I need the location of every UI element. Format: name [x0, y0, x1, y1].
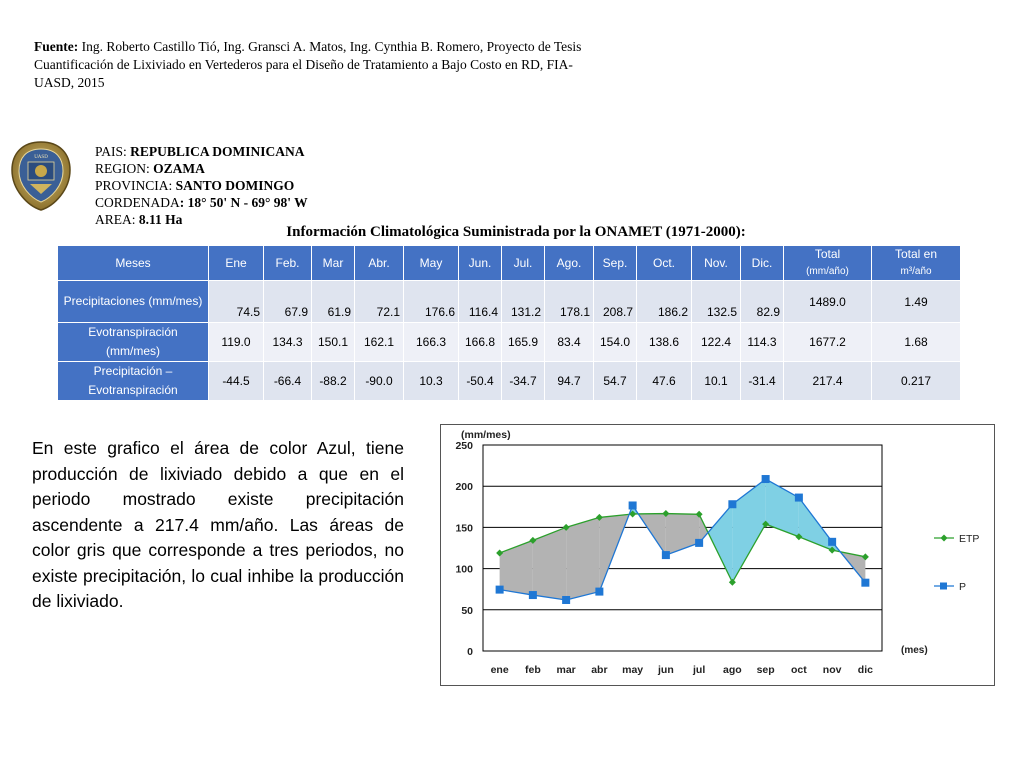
header-month: Ene: [209, 246, 264, 281]
location-info: [95, 143, 308, 228]
explanation-paragraph: En este grafico el área de color Azul, tiene producción de lixiviado debido a que en el periodo mostrado existe precipitación ascendente a 217.4 mm/año. Las áreas de color gris que corresponde a tres periodos, no existe precipitación, lo cual inhibe la producción de lixiviado.: [32, 438, 404, 611]
table-cell: 132.5: [692, 281, 741, 323]
table-row: [58, 362, 961, 401]
table-cell: 116.4: [459, 281, 502, 323]
pais-value: REPUBLICA DOMINICANA: [130, 144, 305, 159]
row-label: Precipitación – Evotranspiración: [58, 362, 209, 401]
table-cell: 94.7: [545, 362, 594, 401]
header-total-m3: [872, 246, 961, 281]
table-cell: -34.7: [502, 362, 545, 401]
y-tick-label: 50: [461, 604, 473, 617]
header-month: May: [404, 246, 459, 281]
table-cell: 10.1: [692, 362, 741, 401]
area-value: 8.11 Ha: [138, 212, 183, 227]
header-meses: Meses: [58, 246, 209, 281]
x-tick-label: may: [622, 664, 644, 676]
source-label: Fuente:: [34, 39, 79, 54]
header-month: Feb.: [264, 246, 312, 281]
data-point-p: [595, 588, 603, 596]
y-tick-label: 150: [455, 522, 473, 535]
data-point-p: [762, 475, 770, 483]
header-total: [784, 246, 872, 281]
table-cell: -50.4: [459, 362, 502, 401]
table-cell: 150.1: [312, 323, 355, 362]
table-cell: 61.9: [312, 281, 355, 323]
table-cell: 186.2: [637, 281, 692, 323]
provincia-label: PROVINCIA:: [95, 178, 176, 193]
table-cell: -88.2: [312, 362, 355, 401]
table-cell: 114.3: [741, 323, 784, 362]
x-tick-label: feb: [525, 664, 541, 676]
header-month: Nov.: [692, 246, 741, 281]
area-label: AREA:: [95, 212, 139, 227]
table-cell: 122.4: [692, 323, 741, 362]
header-month: Jul.: [502, 246, 545, 281]
data-point-p: [695, 539, 703, 547]
table-cell-total-m3: 1.68: [872, 323, 961, 362]
table-cell: 166.3: [404, 323, 459, 362]
table-cell: 82.9: [741, 281, 784, 323]
coord-label: CORDENADA: [95, 195, 180, 210]
table-cell: 83.4: [545, 323, 594, 362]
header-month: Jun.: [459, 246, 502, 281]
table-cell: 162.1: [355, 323, 404, 362]
data-point-p: [562, 596, 570, 604]
table-header-row: [58, 246, 961, 281]
table-cell: -90.0: [355, 362, 404, 401]
table-cell: 54.7: [594, 362, 637, 401]
region-value: OZAMA: [153, 161, 205, 176]
y-tick-label: 250: [455, 440, 473, 452]
region-label: REGION:: [95, 161, 154, 176]
table-cell-total: 1677.2: [784, 323, 872, 362]
university-seal-icon: [10, 140, 72, 212]
table-cell: 134.3: [264, 323, 312, 362]
svg-text:UASD: UASD: [34, 155, 48, 160]
header-month: Dic.: [741, 246, 784, 281]
x-tick-label: oct: [791, 664, 807, 676]
header-month: Oct.: [637, 246, 692, 281]
data-point-p: [629, 501, 637, 509]
table-cell: -31.4: [741, 362, 784, 401]
table-cell: 165.9: [502, 323, 545, 362]
etp-precipitation-chart: [441, 425, 994, 685]
data-point-p: [662, 551, 670, 559]
y-tick-label: 100: [455, 563, 473, 576]
table-cell: 119.0: [209, 323, 264, 362]
x-tick-label: ene: [490, 664, 509, 676]
x-tick-label: dic: [857, 664, 873, 676]
table-cell-total-m3: 1.49: [872, 281, 961, 323]
header-month: Ago.: [545, 246, 594, 281]
data-point-p: [496, 586, 504, 594]
table-row: [58, 281, 961, 323]
row-label: Precipitaciones (mm/mes): [58, 281, 209, 323]
x-tick-label: nov: [822, 664, 842, 676]
table-cell: -66.4: [264, 362, 312, 401]
y-tick-label: 0: [467, 646, 473, 658]
table-cell: -44.5: [209, 362, 264, 401]
data-point-p: [861, 579, 869, 587]
data-point-p: [795, 494, 803, 502]
provincia-value: SANTO DOMINGO: [175, 178, 295, 193]
table-title: Información Climatológica Suministrada por la ONAMET (1971-2000):: [286, 224, 746, 240]
x-tick-label: abr: [591, 664, 608, 676]
table-cell: 154.0: [594, 323, 637, 362]
table-cell: 131.2: [502, 281, 545, 323]
data-point-p: [529, 591, 537, 599]
area-fill: [566, 517, 599, 600]
legend-label: ETP: [959, 533, 980, 545]
header-month: Abr.: [355, 246, 404, 281]
table-cell-total: 1489.0: [784, 281, 872, 323]
table-cell-total: 217.4: [784, 362, 872, 401]
y-axis-label: (mm/mes): [461, 429, 511, 441]
table-cell: 74.5: [209, 281, 264, 323]
area-fill: [732, 479, 765, 582]
table-cell: 72.1: [355, 281, 404, 323]
legend-label: P: [959, 581, 967, 593]
header-month: Sep.: [594, 246, 637, 281]
source-citation: [34, 38, 594, 92]
x-tick-label: jun: [658, 664, 674, 676]
area-fill: [708, 504, 732, 582]
x-tick-label: mar: [556, 664, 576, 676]
x-tick-label: ago: [723, 664, 742, 676]
x-axis-label: (mes): [901, 645, 928, 656]
chart-container: [440, 424, 995, 686]
row-label: Evotranspiración (mm/mes): [58, 323, 209, 362]
x-tick-label: jul: [693, 664, 706, 676]
coord-value: : 18° 50' N - 69° 98' W: [179, 195, 308, 210]
table-cell: 47.6: [637, 362, 692, 401]
table-cell: 10.3: [404, 362, 459, 401]
x-tick-label: sep: [756, 664, 775, 676]
area-fill: [799, 498, 832, 551]
table-row: [58, 323, 961, 362]
table-cell: 208.7: [594, 281, 637, 323]
header-month: Mar: [312, 246, 355, 281]
y-tick-label: 200: [455, 481, 473, 494]
legend-marker: [940, 583, 947, 590]
area-fill: [500, 540, 533, 595]
table-cell: 176.6: [404, 281, 459, 323]
table-cell-total-m3: 0.217: [872, 362, 961, 401]
table-cell: 67.9: [264, 281, 312, 323]
total-label: Total: [814, 247, 841, 261]
table-cell: 138.6: [637, 323, 692, 362]
total-unit: (mm/año): [806, 266, 849, 277]
climate-table: [57, 245, 961, 401]
data-point-p: [828, 538, 836, 546]
legend-marker: [941, 535, 948, 542]
total-m3-label: Total en: [894, 247, 938, 261]
pais-label: PAIS:: [95, 144, 131, 159]
table-cell: 166.8: [459, 323, 502, 362]
data-point-p: [728, 500, 736, 508]
total-m3-unit: m³/año: [900, 266, 932, 277]
data-point-etp: [729, 579, 736, 586]
table-cell: 178.1: [545, 281, 594, 323]
source-text: Ing. Roberto Castillo Tió, Ing. Gransci A. Matos, Ing. Cynthia B. Romero, Proyecto de Tesis Cuantificación de Lixiviado en Vertederos para el Diseño de Tratamiento a Bajo Costo en RD, FIA-UASD, 2015: [34, 39, 582, 90]
